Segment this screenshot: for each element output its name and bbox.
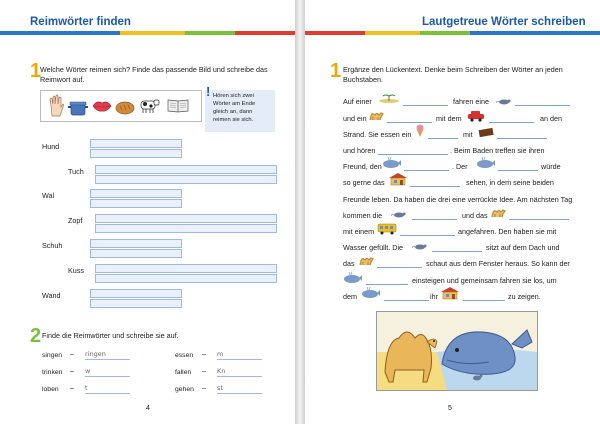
camel-icon (368, 110, 384, 122)
gap-line[interactable] (432, 251, 482, 252)
text-segment: dem (343, 292, 357, 301)
dash: – (202, 368, 206, 375)
title-stripe (0, 31, 295, 35)
gap-line[interactable] (410, 186, 460, 187)
word-label: Hund (42, 142, 60, 151)
word-label: Wal (42, 191, 55, 200)
text-segment: angefahren. Den haben sie mit (458, 227, 557, 236)
text-segment: und ein (343, 114, 367, 123)
mouse-icon (496, 97, 512, 105)
task-number: 1 (330, 60, 342, 82)
gap-line[interactable] (428, 138, 458, 139)
answer-line[interactable] (90, 139, 182, 148)
text-segment: sehen, in dem seine beiden (466, 178, 554, 187)
text-segment: würde (541, 162, 561, 171)
text-segment: einsteigen und gemeinsam fahren sie los, um (412, 276, 557, 285)
mouse-icon (412, 242, 428, 250)
gap-line[interactable] (489, 122, 534, 123)
gap-line[interactable] (377, 267, 422, 268)
answer-line[interactable] (90, 299, 182, 308)
answer-line[interactable] (95, 224, 277, 233)
bus-icon (377, 223, 397, 235)
text-segment: Auf einer (343, 97, 372, 106)
pot-icon (68, 99, 88, 117)
whale-icon (382, 157, 402, 169)
answer-line[interactable] (95, 175, 277, 184)
hint-box: ! Hören sich zwei Wörter am Ende gleich an, dann reimen sie sich. (205, 90, 275, 132)
gap-line[interactable] (366, 284, 408, 285)
answer-line[interactable] (95, 214, 277, 223)
rhyme-word: essen (175, 352, 194, 359)
whale-icon (476, 157, 496, 169)
text-segment: mit (463, 130, 473, 139)
car-icon (467, 110, 485, 122)
word-label: Kuss (68, 266, 84, 275)
answer-field[interactable]: m (217, 350, 262, 360)
gap-line[interactable] (412, 219, 457, 220)
answer-field[interactable]: st (217, 384, 262, 394)
gap-line[interactable] (403, 105, 448, 106)
text-segment: mit dem (436, 114, 462, 123)
text-segment: zu zeigen. (508, 292, 541, 301)
task-number: 1 (30, 60, 42, 82)
house-icon (440, 286, 460, 300)
ice-cream-icon (415, 124, 425, 138)
word-label: Wand (42, 291, 61, 300)
word-label: Schuh (42, 241, 63, 250)
answer-line[interactable] (90, 189, 182, 198)
dash: – (70, 368, 74, 375)
text-segment: Wasser gefüllt. Die (343, 243, 404, 252)
answer-line[interactable] (95, 264, 277, 273)
island-icon (378, 93, 400, 103)
answer-line[interactable] (90, 289, 182, 298)
text-segment: mit einem (343, 227, 375, 236)
rhyme-word: loben (42, 386, 59, 393)
text-segment: das (343, 259, 355, 268)
text-segment: an den (540, 114, 562, 123)
answer-line[interactable] (90, 149, 182, 158)
dash: – (202, 385, 206, 392)
answer-line[interactable] (95, 165, 277, 174)
camel-icon (490, 207, 506, 219)
gap-line[interactable] (400, 235, 455, 236)
chocolate-icon (478, 127, 494, 137)
answer-line[interactable] (90, 199, 182, 208)
whale-icon (343, 272, 363, 284)
text-segment: ihr (430, 292, 438, 301)
gap-line[interactable] (509, 219, 569, 220)
answer-field[interactable]: Kn (217, 367, 262, 377)
text-segment: so gerne das (343, 178, 385, 187)
task-number: 2 (30, 325, 42, 347)
hand-icon (47, 94, 65, 118)
left-page (0, 0, 295, 424)
gap-line[interactable] (498, 170, 538, 171)
page-number: 5 (448, 405, 452, 412)
camel-whale-illustration (377, 312, 537, 390)
gap-line[interactable] (387, 122, 432, 123)
picture-row (40, 90, 202, 122)
gap-line[interactable] (378, 154, 448, 155)
answer-line[interactable] (95, 274, 277, 283)
task-instruction: Welche Wörter reimen sich? Finde das passende Bild und schreibe das Reimwort auf. (40, 65, 268, 84)
story-illustration (376, 311, 538, 391)
rhyme-word: fallen (175, 369, 192, 376)
text-segment: sitzt auf dem Dach und (486, 243, 560, 252)
task-instruction: Finde die Reimwörter und schreibe sie auf. (42, 331, 179, 340)
page-title: Reimwörter finden (30, 16, 131, 28)
rhyme-word: singen (42, 352, 63, 359)
word-label: Tuch (68, 167, 84, 176)
book-gutter (295, 0, 305, 424)
page-number: 4 (146, 405, 150, 412)
dash: – (70, 385, 74, 392)
camel-icon (358, 255, 374, 267)
text-segment: und hören (343, 146, 376, 155)
text-segment: Freunde leben. Da haben die drei eine verrückte Idee. Am nächsten Tag (343, 195, 573, 204)
text-segment: Strand. Sie essen ein (343, 130, 412, 139)
gap-line[interactable] (497, 138, 547, 139)
lips-icon (92, 100, 112, 112)
task-instruction: Ergänze den Lückentext. Denke beim Schreiben der Wörter an jeden Buchstaben. (343, 65, 563, 84)
title-stripe (305, 31, 600, 35)
answer-field[interactable]: t (85, 384, 130, 394)
dash: – (70, 351, 74, 358)
page-title: Lautgetreue Wörter schreiben (422, 16, 586, 28)
text-segment: kommen die (343, 211, 383, 220)
gap-line[interactable] (515, 105, 570, 106)
gap-line[interactable] (463, 300, 505, 301)
whale-icon (361, 287, 381, 299)
text-segment: fahren eine (453, 97, 489, 106)
dash: – (202, 351, 206, 358)
text-segment: . Der (452, 162, 468, 171)
text-segment: Freund, den (343, 162, 382, 171)
gap-line[interactable] (384, 300, 429, 301)
gap-line[interactable] (404, 170, 449, 171)
answer-line[interactable] (90, 249, 182, 258)
book-icon (167, 97, 189, 113)
text-segment: . Beim Baden treffen sie ihren (450, 146, 545, 155)
answer-field[interactable]: w (85, 367, 130, 377)
word-label: Zopf (68, 216, 83, 225)
answer-field[interactable]: ringen (85, 350, 130, 360)
rhyme-word: trinken (42, 369, 63, 376)
text-segment: schaut aus dem Fenster heraus. So kann der (426, 259, 570, 268)
text-segment: und das (462, 211, 488, 220)
cow-icon (137, 97, 161, 115)
bread-icon (115, 99, 135, 115)
answer-line[interactable] (90, 239, 182, 248)
exclamation-icon: ! (206, 84, 211, 99)
rhyme-word: gehen (175, 386, 194, 393)
mouse-icon (391, 210, 407, 218)
house-icon (388, 172, 408, 186)
